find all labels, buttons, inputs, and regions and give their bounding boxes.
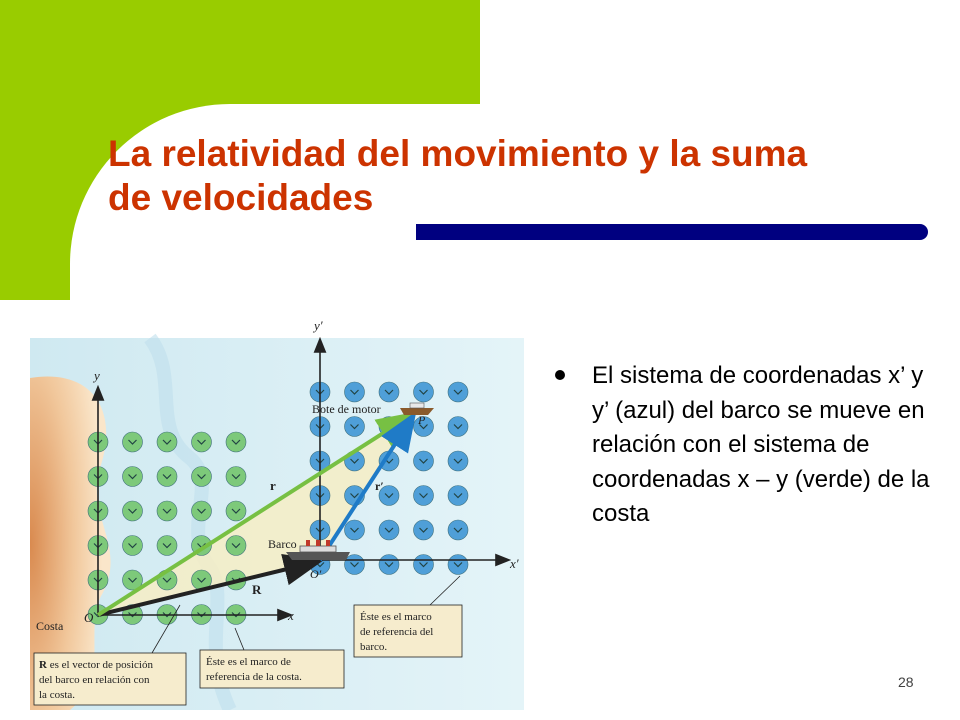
shore-grid-node [157, 536, 177, 556]
label-origin: O [84, 610, 94, 625]
callout-shore-text-2: referencia de la costa. [206, 671, 302, 683]
label-costa: Costa [36, 619, 64, 633]
callout-boat-text-3: barco. [360, 641, 388, 653]
boat-grid-node [414, 555, 434, 575]
bullet-dot [555, 370, 565, 380]
boat-grid-node [448, 417, 468, 437]
page-number: 28 [898, 674, 914, 690]
boat-grid-node [448, 451, 468, 471]
shore-grid-node [123, 467, 143, 487]
boat-grid-node [448, 520, 468, 540]
boat-grid-node [379, 382, 399, 402]
label-r: r [270, 478, 276, 493]
label-point: P [418, 413, 426, 427]
shore-grid-node [226, 432, 246, 452]
callout-boat-text-2: de referencia del [360, 626, 434, 638]
boat-grid-node [414, 486, 434, 506]
shore-grid-node [192, 501, 212, 521]
callout-boat-text-1: Éste es el marco [360, 611, 432, 623]
callout-R-text-1: R es el vector de posición [39, 659, 153, 671]
relative-motion-figure [30, 318, 524, 710]
title-underline-bar [416, 224, 902, 240]
boat-grid-node [448, 555, 468, 575]
label-R: R [252, 582, 262, 597]
boat-grid-node [345, 417, 365, 437]
shore-grid-node [123, 432, 143, 452]
shore-grid-node [123, 501, 143, 521]
boat-grid-node [345, 520, 365, 540]
title-underline-cap [900, 224, 928, 240]
label-x: x [288, 608, 294, 623]
boat-grid-node [414, 451, 434, 471]
label-y-prime: y′ [314, 318, 323, 333]
callout-R-text-2: del barco en relación con [39, 674, 150, 686]
shore-grid-node [123, 536, 143, 556]
boat-grid-node [345, 382, 365, 402]
callout-R-text-3: la costa. [39, 689, 76, 701]
label-x-prime: x′ [510, 556, 519, 571]
shore-grid-node [192, 467, 212, 487]
boat-grid-node [414, 520, 434, 540]
callout-shore-text-1: Éste es el marco de [206, 656, 291, 668]
boat-grid-node [448, 486, 468, 506]
boat-grid-node [379, 520, 399, 540]
boat-grid-node [345, 555, 365, 575]
shore-grid-node [157, 501, 177, 521]
shore-grid-node [226, 536, 246, 556]
slide-title: La relatividad del movimiento y la suma de velocidades [108, 133, 808, 218]
label-r-prime: r′ [375, 479, 384, 493]
boat-grid-node [414, 382, 434, 402]
label-y: y [94, 368, 100, 383]
shore-grid-node [226, 501, 246, 521]
bullet-text: El sistema de coordenadas x’ y y’ (azul) del barco se mueve en relación con el sistema de coordenadas x – y (verde) de la costa [592, 362, 930, 527]
boat-grid-node [448, 382, 468, 402]
shore-grid-node [157, 467, 177, 487]
label-bote: Bote de motor [312, 402, 381, 416]
shore-grid-node [226, 467, 246, 487]
label-origin-prime: O′ [310, 567, 322, 581]
shore-grid-node [192, 432, 212, 452]
label-barco: Barco [268, 537, 297, 551]
shore-grid-node [157, 432, 177, 452]
boat-grid-node [379, 555, 399, 575]
